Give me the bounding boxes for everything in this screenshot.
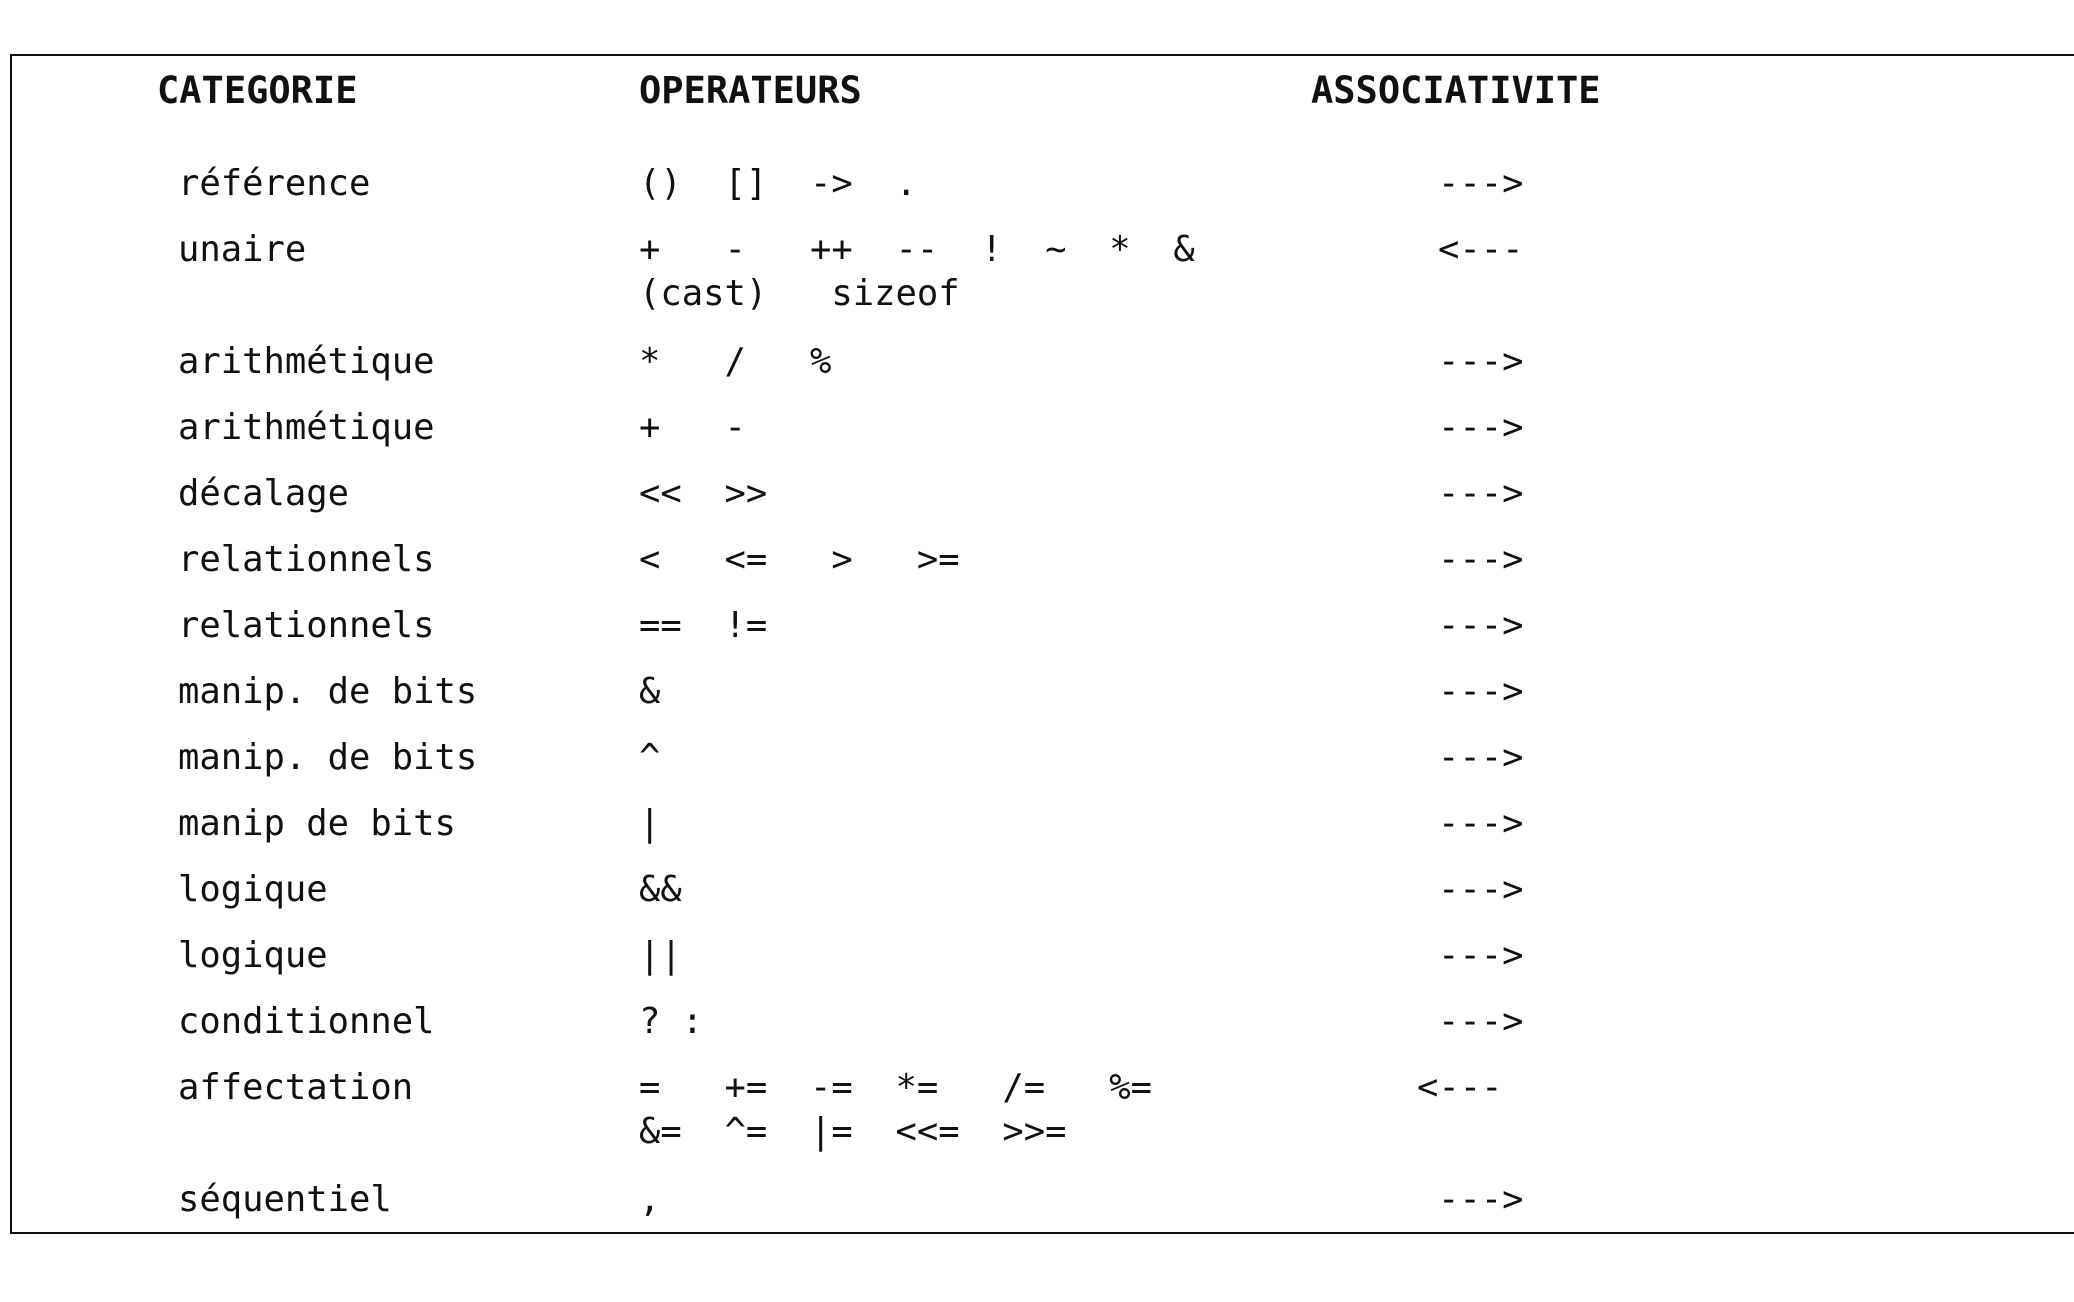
operators-line: = += -= *= /= %= bbox=[639, 1067, 1152, 1108]
operators-line: < <= > >= bbox=[639, 539, 960, 580]
operators-cell bbox=[639, 1000, 703, 1044]
category-cell: logique bbox=[178, 869, 328, 910]
operators-cell bbox=[639, 228, 1195, 316]
category-cell: affectation bbox=[178, 1067, 414, 1108]
header-operators: OPERATEURS bbox=[639, 69, 862, 112]
associativity-cell: ---> bbox=[1438, 671, 1524, 712]
operators-line: ^ bbox=[639, 737, 661, 778]
associativity-cell: ---> bbox=[1438, 803, 1524, 844]
operators-line: & bbox=[639, 671, 661, 712]
operators-line: == != bbox=[639, 605, 768, 646]
associativity-cell: ---> bbox=[1438, 1001, 1524, 1042]
category-cell: unaire bbox=[178, 229, 307, 270]
associativity-cell: ---> bbox=[1438, 605, 1524, 646]
associativity-cell: ---> bbox=[1438, 935, 1524, 976]
associativity-cell: <--- bbox=[1417, 1067, 1503, 1108]
associativity-cell: ---> bbox=[1438, 1179, 1524, 1220]
associativity-cell: ---> bbox=[1438, 737, 1524, 778]
header-associativity: ASSOCIATIVITE bbox=[1311, 69, 1601, 112]
associativity-cell: ---> bbox=[1438, 341, 1524, 382]
associativity-cell: ---> bbox=[1438, 407, 1524, 448]
category-cell: conditionnel bbox=[178, 1001, 435, 1042]
operators-cell bbox=[639, 736, 660, 780]
operators-cell bbox=[639, 1066, 1152, 1154]
operators-cell bbox=[639, 406, 746, 450]
category-cell: manip. de bits bbox=[178, 737, 478, 778]
operators-cell bbox=[639, 934, 682, 978]
header-category: CATEGORIE bbox=[157, 69, 358, 112]
operators-cell bbox=[639, 340, 831, 384]
operators-line: * / % bbox=[639, 341, 832, 382]
operators-line: << >> bbox=[639, 473, 768, 514]
operators-line: , bbox=[639, 1179, 661, 1220]
operators-cell bbox=[639, 538, 960, 582]
category-cell: arithmétique bbox=[178, 341, 435, 382]
category-cell: relationnels bbox=[178, 605, 435, 646]
operators-cell bbox=[639, 868, 682, 912]
category-cell: manip de bits bbox=[178, 803, 456, 844]
category-cell: logique bbox=[178, 935, 328, 976]
associativity-cell: ---> bbox=[1438, 869, 1524, 910]
operators-cell bbox=[639, 472, 767, 516]
operators-cell bbox=[639, 162, 917, 206]
category-cell: référence bbox=[178, 163, 371, 204]
operators-line: ? : bbox=[639, 1001, 704, 1042]
operators-line: () [] -> . bbox=[639, 163, 917, 204]
category-cell: décalage bbox=[178, 473, 349, 514]
operators-line: || bbox=[639, 935, 682, 976]
operators-cell bbox=[639, 670, 660, 714]
operators-line: | bbox=[639, 803, 661, 844]
category-cell: manip. de bits bbox=[178, 671, 478, 712]
operators-line: (cast) sizeof bbox=[639, 273, 960, 314]
operators-line: + - bbox=[639, 407, 746, 448]
operators-cell bbox=[639, 1178, 660, 1222]
associativity-cell: <--- bbox=[1438, 229, 1524, 270]
operators-line: &= ^= |= <<= >>= bbox=[639, 1111, 1067, 1152]
operators-cell bbox=[639, 604, 767, 648]
operators-cell bbox=[639, 802, 660, 846]
category-cell: séquentiel bbox=[178, 1179, 392, 1220]
operators-line: && bbox=[639, 869, 682, 910]
operators-line: + - ++ -- ! ~ * & bbox=[639, 229, 1195, 270]
associativity-cell: ---> bbox=[1438, 473, 1524, 514]
associativity-cell: ---> bbox=[1438, 163, 1524, 204]
category-cell: arithmétique bbox=[178, 407, 435, 448]
associativity-cell: ---> bbox=[1438, 539, 1524, 580]
category-cell: relationnels bbox=[178, 539, 435, 580]
